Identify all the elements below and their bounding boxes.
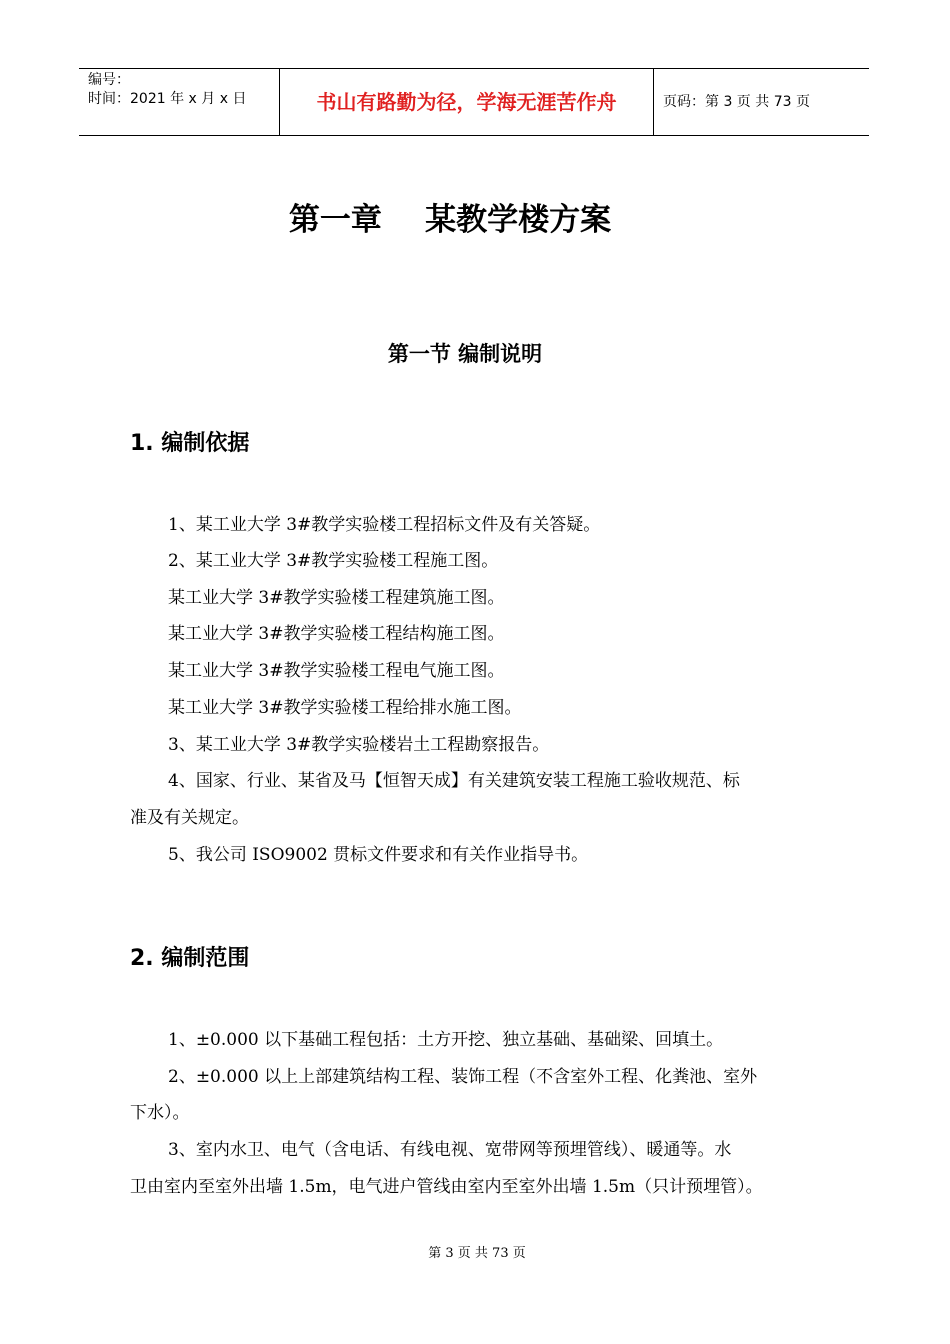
header-motto: 书山有路勤为径，学海无涯苦作舟: [280, 69, 654, 135]
scope-item: 3、室内水卫、电气（含电话、有线电视、宽带网等预埋管线）、暖通等。水: [168, 1140, 732, 1160]
section-title: 第一节 编制说明: [387, 342, 543, 366]
basis-item: 某工业大学 3#教学实验楼工程建筑施工图。: [168, 588, 505, 608]
header-time-label: 时间：2021 年 x 月 x 日: [88, 91, 247, 107]
scope-item: 卫由室内至室外出墙 1.5m，电气进户管线由室内至室外出墙 1.5m（只计预埋管）。: [130, 1177, 763, 1197]
page-footer: 第 3 页 共 73 页: [428, 1246, 526, 1261]
basis-item: 3、某工业大学 3#教学实验楼岩土工程勘察报告。: [168, 735, 550, 755]
scope-item: 1、±0.000 以下基础工程包括：土方开挖、独立基础、基础梁、回填土。: [168, 1030, 724, 1050]
scope-item: 下水）。: [130, 1103, 190, 1123]
header-number-label: 编号：: [88, 72, 130, 88]
header-page-info: 页码：第 3 页 共 73 页: [663, 94, 810, 110]
basis-item: 4、国家、行业、某省及马【恒智天成】有关建筑安装工程施工验收规范、标: [168, 771, 740, 791]
basis-item: 5、我公司 ISO9002 贯标文件要求和有关作业指导书。: [168, 845, 589, 865]
basis-item: 准及有关规定。: [130, 808, 249, 828]
basis-item: 某工业大学 3#教学实验楼工程结构施工图。: [168, 624, 505, 644]
basis-heading: 1. 编制依据: [130, 431, 250, 456]
chapter-title: 第一章 某教学楼方案: [288, 202, 612, 238]
basis-item: 某工业大学 3#教学实验楼工程电气施工图。: [168, 661, 505, 681]
basis-item: 1、某工业大学 3#教学实验楼工程招标文件及有关答疑。: [168, 515, 601, 535]
header-meta: [79, 69, 280, 135]
basis-item: 某工业大学 3#教学实验楼工程给排水施工图。: [168, 698, 522, 718]
scope-heading: 2. 编制范围: [130, 946, 250, 971]
scope-item: 2、±0.000 以上上部建筑结构工程、装饰工程（不含室外工程、化粪池、室外: [168, 1067, 758, 1087]
document-header: [79, 68, 869, 136]
basis-item: 2、某工业大学 3#教学实验楼工程施工图。: [168, 551, 499, 571]
